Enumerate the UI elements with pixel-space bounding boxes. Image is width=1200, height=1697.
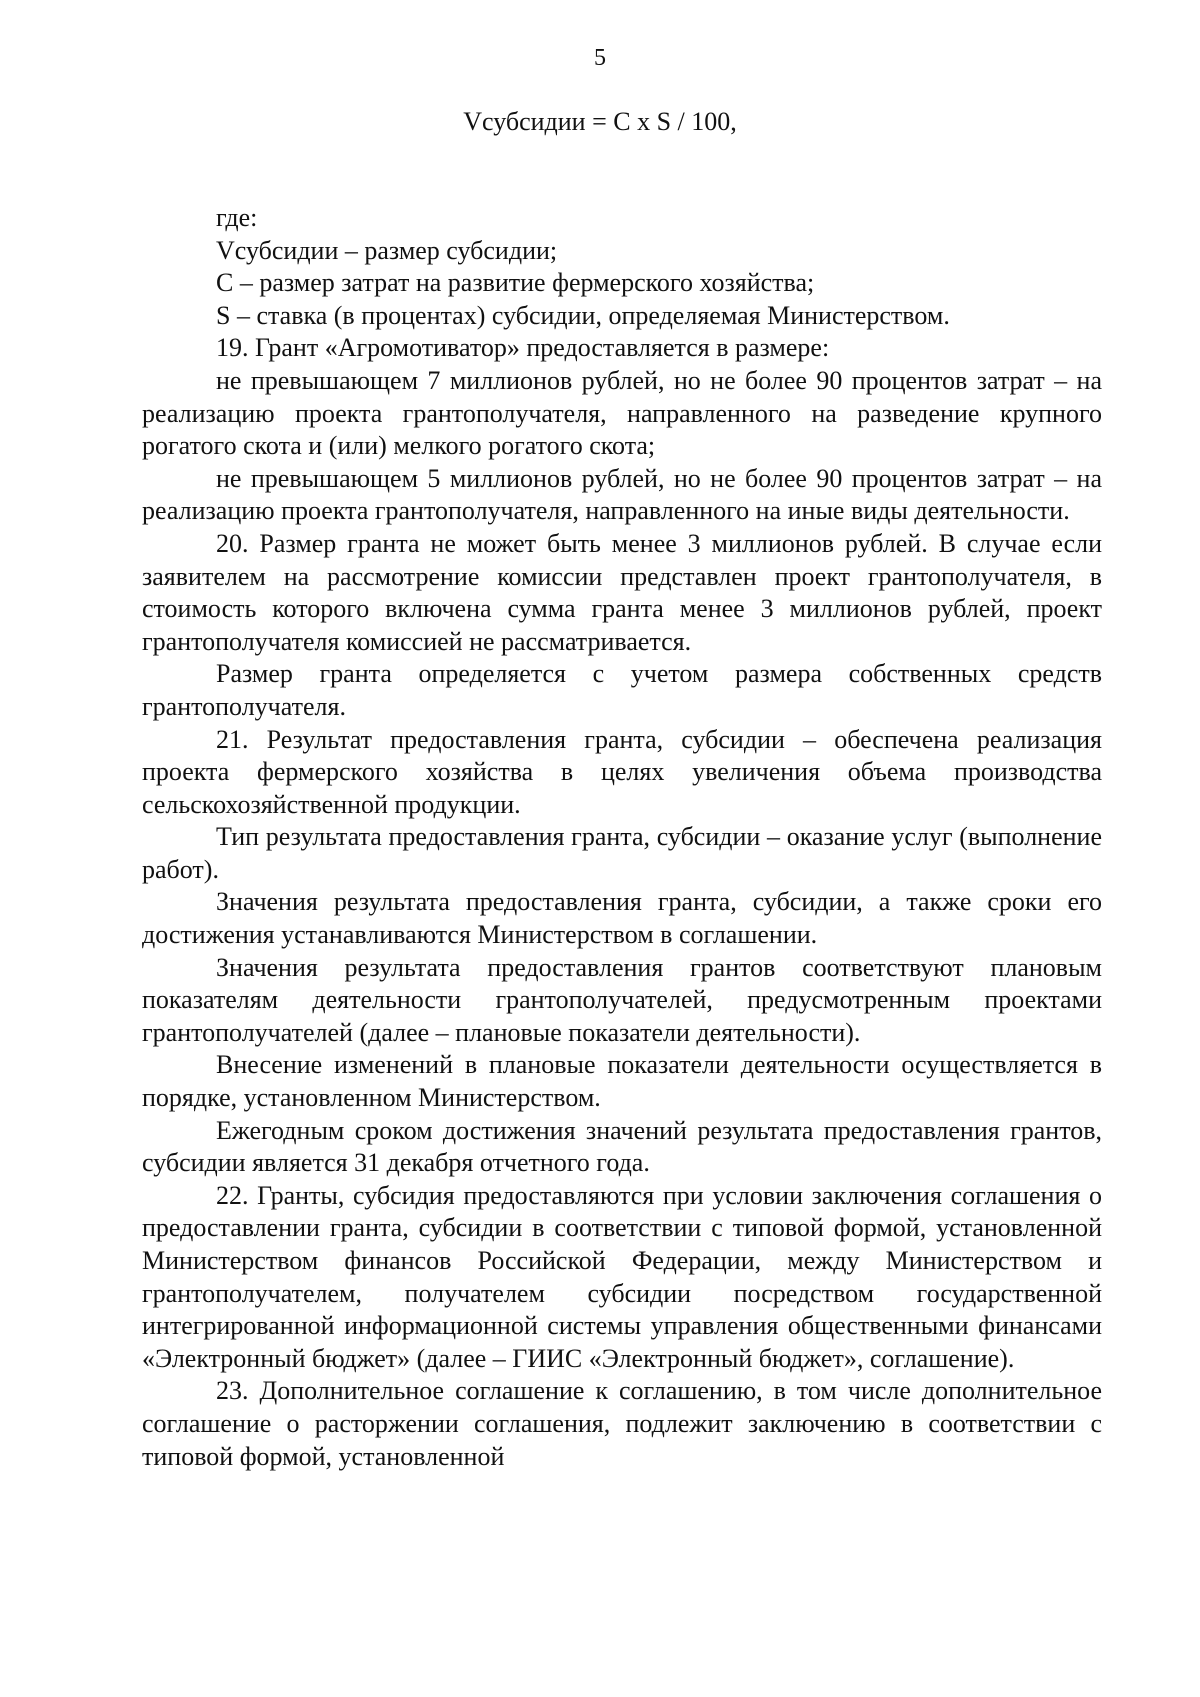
- paragraph-21-plan-indicators: Значения результата предоставления грантов соответствуют плановым показателям деятельности грантополучателей, предусмотренным проектами грантополучателей (далее – плановые показатели деятельности).: [142, 952, 1102, 1047]
- paragraph-22: 22. Гранты, субсидия предоставляются при условии заключения соглашения о предоставлении гранта, субсидии в соответствии с типовой формой, установленной Министерством финансов Российской Федерации, между Министерством и грантополучателем, получателем субсидии посредством государственной интегрированной информационной системы управления общественными финансами «Электронный бюджет» (далее – ГИИС «Электронный бюджет», соглашение).: [142, 1180, 1102, 1373]
- paragraph-where: где:: [216, 203, 258, 232]
- paragraph-19: 19. Грант «Агромотиватор» предоставляется в размере:: [216, 333, 830, 363]
- paragraph-19-item-1: не превышающем 7 миллионов рублей, но не более 90 процентов затрат – на реализацию проекта грантополучателя, направленного на разведение крупного рогатого скота и (или) мелкого рогатого скота;: [142, 365, 1102, 461]
- paragraph-21-result-type: Тип результата предоставления гранта, субсидии – оказание услуг (выполнение работ).: [142, 822, 1102, 884]
- paragraph-21-changes: Внесение изменений в плановые показатели деятельности осуществляется в порядке, установленном Министерством.: [142, 1050, 1102, 1113]
- paragraph-20: 20. Размер гранта не может быть менее 3 миллионов рублей. В случае если заявителем на рассмотрение комиссии представлен проект грантополучателя, в стоимость которого включена сумма гранта менее 3 миллионов рублей, проект грантополучателя комиссией не рассматривается.: [142, 528, 1102, 656]
- paragraph-23: 23. Дополнительное соглашение к соглашению, в том числе дополнительное соглашение о расторжении соглашения, подлежит заключению в соответствии с типовой формой, установленной: [142, 1376, 1102, 1471]
- paragraph-20-grant-size: Размер гранта определяется с учетом размера собственных средств грантополучателя.: [142, 659, 1102, 721]
- paragraph-definition-c: С – размер затрат на развитие фермерского хозяйства;: [216, 268, 815, 298]
- paragraph-21-result-values: Значения результата предоставления гранта, субсидии, а также сроки его достижения устанавливаются Министерством в соглашении.: [142, 887, 1102, 950]
- page-number: 5: [594, 45, 606, 71]
- paragraph-definition-v: Vсубсидии – размер субсидии;: [216, 235, 558, 265]
- paragraph-21: 21. Результат предоставления гранта, субсидии – обеспечена реализация проекта фермерского хозяйства в целях увеличения объема производства сельскохозяйственной продукции.: [142, 724, 1102, 819]
- paragraph-21-deadline: Ежегодным сроком достижения значений результата предоставления грантов, субсидии является 31 декабря отчетного года.: [142, 1115, 1102, 1178]
- document-body: [142, 202, 1102, 1473]
- subsidy-formula: Vсубсидии = С x S / 100,: [463, 107, 737, 136]
- paragraph-definition-s: S – ставка (в процентах) субсидии, определяемая Министерством.: [216, 300, 950, 330]
- paragraph-19-item-2: не превышающем 5 миллионов рублей, но не более 90 процентов затрат – на реализацию проекта грантополучателя, направленного на иные виды деятельности.: [142, 463, 1102, 526]
